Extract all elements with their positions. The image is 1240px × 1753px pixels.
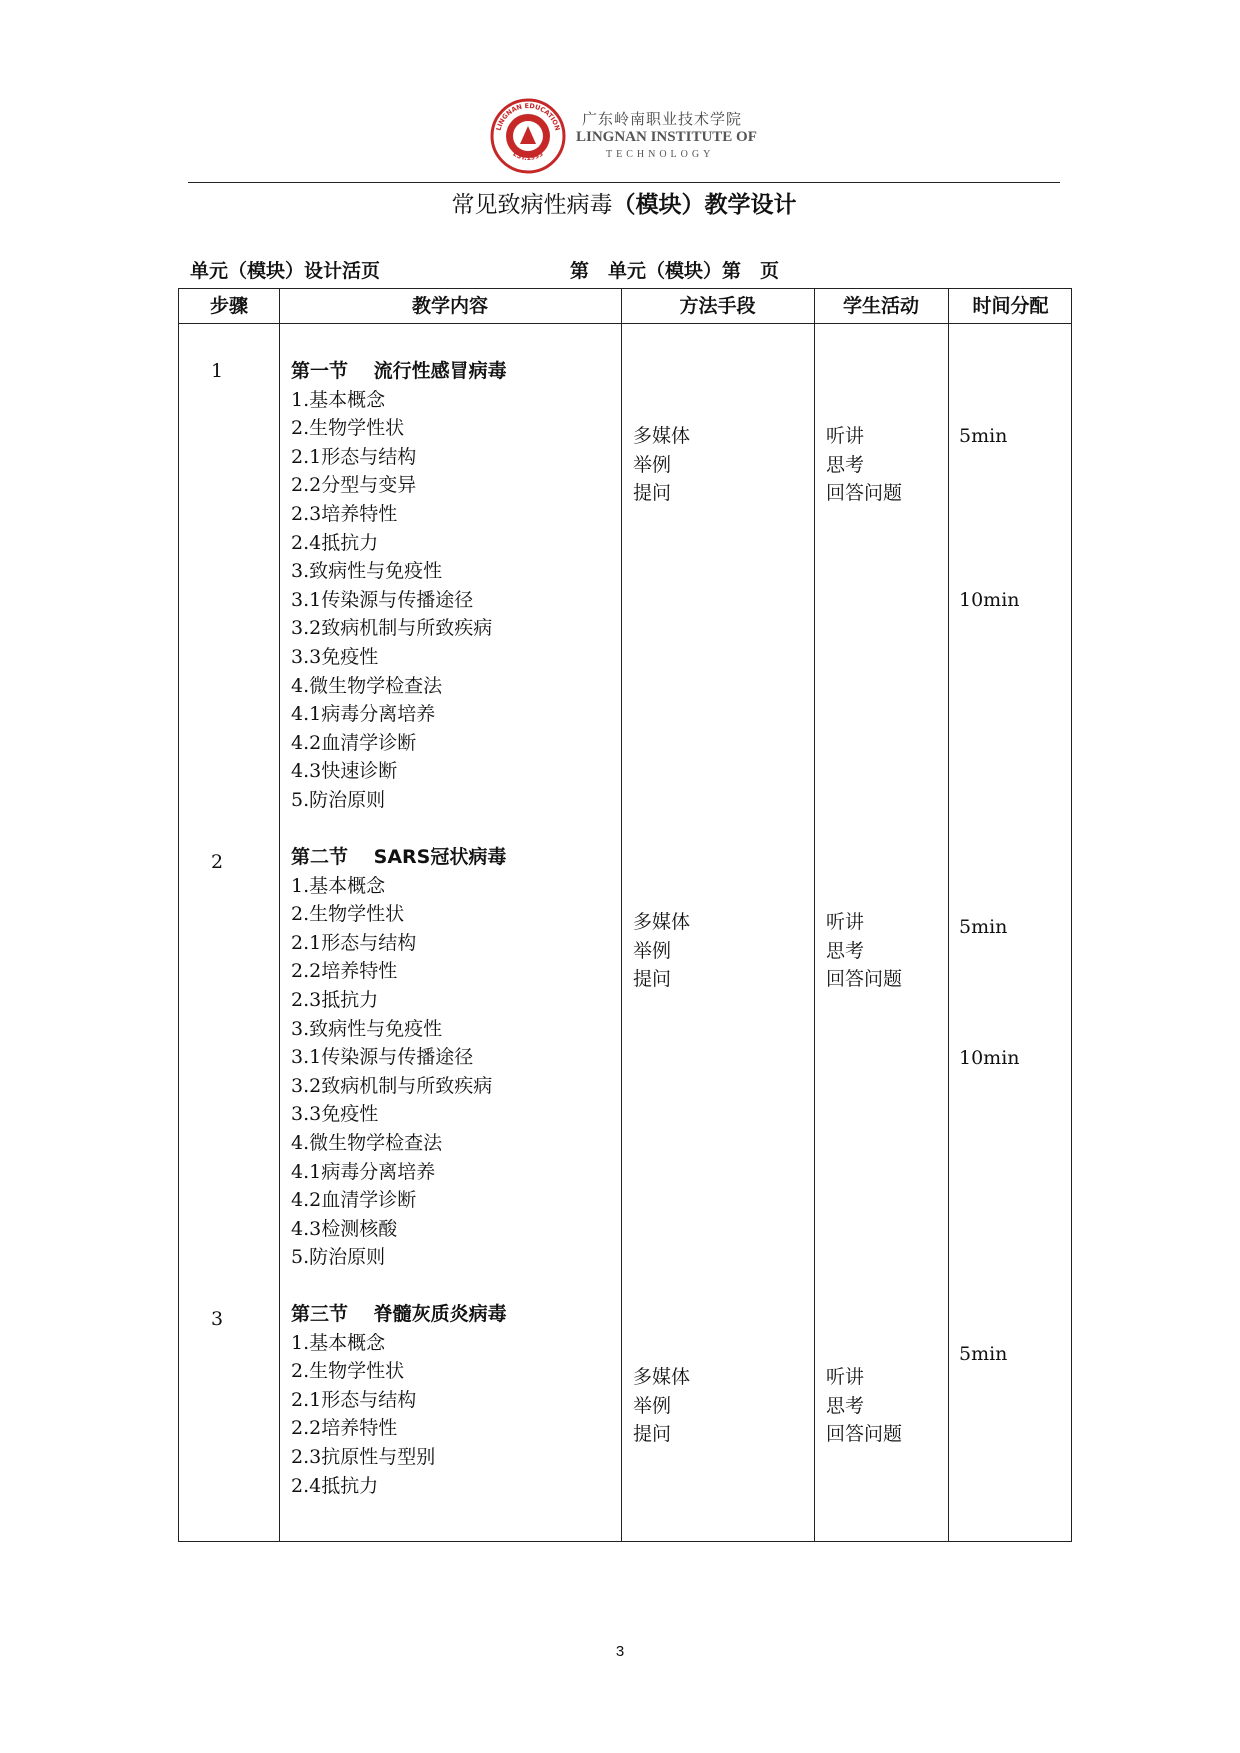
header-step: 步骤 bbox=[209, 295, 248, 317]
step-number: 1 bbox=[211, 360, 224, 382]
method-item: 多媒体 bbox=[633, 911, 691, 933]
content-item: 4.1病毒分离培养 bbox=[291, 1160, 436, 1183]
time-value: 5min bbox=[959, 916, 1008, 938]
subtitle-right: 第 单元（模块）第 页 bbox=[570, 260, 780, 282]
content-item: 2.2分型与变异 bbox=[291, 474, 417, 497]
content-item: 1.基本概念 bbox=[291, 1331, 386, 1354]
content-item: 3.3免疫性 bbox=[291, 1103, 379, 1126]
section-title bbox=[291, 357, 507, 386]
content-item: 4.3检测核酸 bbox=[291, 1217, 398, 1240]
method-item: 举例 bbox=[633, 939, 672, 962]
step-number: 3 bbox=[211, 1308, 224, 1330]
content-item: 3.3免疫性 bbox=[291, 645, 379, 668]
content-item: 2.4抵抗力 bbox=[291, 531, 379, 554]
seal-text-bottom: EST.1993 bbox=[511, 149, 545, 163]
content-item: 3.致病性与免疫性 bbox=[291, 1017, 443, 1040]
content-item: 4.微生物学检查法 bbox=[291, 1131, 443, 1154]
section-content bbox=[291, 1300, 507, 1500]
method-item: 提问 bbox=[633, 482, 672, 505]
institution-name-en: LINGNAN INSTITUTE OF bbox=[576, 129, 757, 145]
title-bold: （模块）教学设计 bbox=[612, 192, 797, 218]
method-item: 举例 bbox=[633, 1394, 672, 1417]
header-divider bbox=[179, 323, 1071, 324]
content-item: 2.1形态与结构 bbox=[291, 1388, 417, 1411]
subtitle-left: 单元（模块）设计活页 bbox=[190, 260, 381, 282]
content-item: 3.致病性与免疫性 bbox=[291, 560, 443, 583]
content-item: 2.3抵抗力 bbox=[291, 988, 379, 1011]
seal-text-top: LINGNAN EDUCATION bbox=[494, 101, 562, 132]
section-title-prefix: 第一节 bbox=[291, 360, 349, 382]
lesson-table bbox=[178, 288, 1072, 1542]
activity-item: 回答问题 bbox=[826, 1423, 903, 1446]
content-item: 4.3快速诊断 bbox=[291, 760, 398, 783]
section-title-name: 脊髓灰质炎病毒 bbox=[373, 1303, 507, 1325]
content-item: 1.基本概念 bbox=[291, 874, 386, 897]
seal-icon bbox=[490, 98, 566, 174]
activity-list bbox=[826, 1363, 902, 1449]
content-item: 4.1病毒分离培养 bbox=[291, 703, 436, 726]
activity-item: 思考 bbox=[826, 1394, 865, 1417]
content-item: 3.1传染源与传播途径 bbox=[291, 588, 474, 611]
institution-name-en-sub: TECHNOLOGY bbox=[606, 149, 715, 160]
content-item: 2.生物学性状 bbox=[291, 1360, 405, 1383]
method-list bbox=[633, 1363, 690, 1449]
column-divider bbox=[948, 289, 949, 1541]
header-content: 教学内容 bbox=[411, 295, 488, 317]
column-divider bbox=[279, 289, 280, 1541]
activity-item: 思考 bbox=[826, 939, 865, 962]
activity-item: 回答问题 bbox=[826, 968, 903, 991]
time-value: 10min bbox=[959, 1047, 1020, 1069]
title-normal: 常见致病性病毒 bbox=[451, 192, 613, 218]
content-item: 2.3培养特性 bbox=[291, 502, 398, 525]
content-item: 2.2培养特性 bbox=[291, 960, 398, 983]
method-item: 多媒体 bbox=[633, 425, 691, 447]
content-item: 2.1形态与结构 bbox=[291, 931, 417, 954]
content-item: 2.2培养特性 bbox=[291, 1417, 398, 1440]
page-number: 3 bbox=[615, 1643, 625, 1660]
header-rule bbox=[188, 182, 1060, 183]
method-item: 提问 bbox=[633, 968, 672, 991]
content-item: 3.2致病机制与所致疾病 bbox=[291, 617, 493, 640]
header-time: 时间分配 bbox=[972, 295, 1049, 317]
section-title-name: 流行性感冒病毒 bbox=[373, 360, 507, 382]
section-title-prefix: 第二节 bbox=[291, 846, 349, 868]
content-item: 4.微生物学检查法 bbox=[291, 674, 443, 697]
page-title bbox=[188, 186, 1060, 219]
content-item: 5.防治原则 bbox=[291, 788, 386, 811]
content-item: 4.2血清学诊断 bbox=[291, 1189, 417, 1212]
section-content bbox=[291, 843, 506, 1272]
column-divider bbox=[814, 289, 815, 1541]
institution-name-cn: 广东岭南职业技术学院 bbox=[582, 110, 743, 128]
method-item: 多媒体 bbox=[633, 1366, 691, 1388]
section-title-prefix: 第三节 bbox=[291, 1303, 349, 1325]
activity-list bbox=[826, 422, 902, 508]
content-item: 1.基本概念 bbox=[291, 388, 386, 411]
activity-item: 回答问题 bbox=[826, 482, 903, 505]
time-value: 5min bbox=[959, 1343, 1008, 1365]
institution-logo bbox=[490, 98, 780, 172]
section-title bbox=[291, 843, 506, 872]
content-item: 2.生物学性状 bbox=[291, 903, 405, 926]
step-number: 2 bbox=[211, 851, 224, 873]
time-value: 10min bbox=[959, 589, 1020, 611]
activity-item: 思考 bbox=[826, 453, 865, 476]
content-item: 3.1传染源与传播途径 bbox=[291, 1046, 474, 1069]
header-method: 方法手段 bbox=[679, 295, 756, 317]
content-item: 4.2血清学诊断 bbox=[291, 731, 417, 754]
content-item: 2.1形态与结构 bbox=[291, 445, 417, 468]
activity-item: 听讲 bbox=[826, 1366, 865, 1388]
content-item: 2.生物学性状 bbox=[291, 417, 405, 440]
content-item: 2.4抵抗力 bbox=[291, 1474, 379, 1497]
column-divider bbox=[621, 289, 622, 1541]
method-item: 举例 bbox=[633, 453, 672, 476]
activity-list bbox=[826, 908, 902, 994]
content-item: 3.2致病机制与所致疾病 bbox=[291, 1074, 493, 1097]
method-list bbox=[633, 908, 690, 994]
method-list bbox=[633, 422, 690, 508]
time-value: 5min bbox=[959, 425, 1008, 447]
content-item: 5.防治原则 bbox=[291, 1246, 386, 1269]
section-title bbox=[291, 1300, 507, 1329]
activity-item: 听讲 bbox=[826, 911, 865, 933]
header-activity: 学生活动 bbox=[842, 295, 919, 317]
content-item: 2.3抗原性与型别 bbox=[291, 1445, 436, 1468]
section-title-name: SARS冠状病毒 bbox=[373, 846, 507, 868]
activity-item: 听讲 bbox=[826, 425, 865, 447]
section-content bbox=[291, 357, 507, 815]
method-item: 提问 bbox=[633, 1423, 672, 1446]
